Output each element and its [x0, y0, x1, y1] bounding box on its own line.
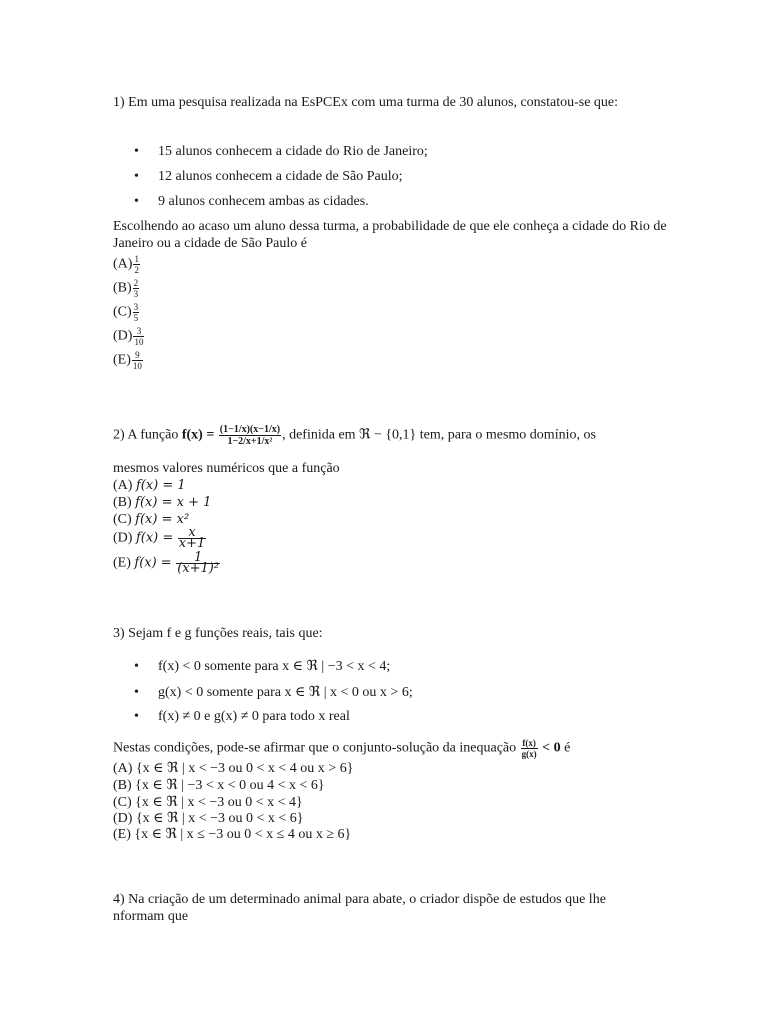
q2-option-d: (D) f(x) = $\frac{x}{x+1}$: [113, 525, 206, 551]
q2-option-c: (C) f(x) = x²: [113, 512, 190, 527]
q4-line1: 4) Na criação de um determinado animal para abate, o criador dispõe de estudos que lhe: [113, 892, 606, 907]
q3-option-a: (A) {x ∈ ℜ | x < −3 ou 0 < x < 4 ou x > 6}: [113, 761, 354, 776]
q3-intro: 3) Sejam f e g funções reais, tais que:: [113, 626, 323, 641]
q1-bullet-2: • 12 alunos conhecem a cidade de São Paulo;: [134, 168, 403, 185]
q1-option-e: (E) $\frac{9}{10}$: [113, 350, 142, 371]
q1-option-a: (A) $\frac{1}{2}$: [113, 254, 139, 275]
q3-bullet-3: • f(x) ≠ 0 e g(x) ≠ 0 para todo x real: [134, 708, 350, 725]
q3-option-c: (C) {x ∈ ℜ | x < −3 ou 0 < x < 4}: [113, 795, 303, 810]
q3-option-e: (E) {x ∈ ℜ | x ≤ −3 ou 0 < x ≤ 4 ou x ≥ 6}: [113, 827, 352, 842]
q3-bullet-1: • f(x) < 0 somente para x ∈ ℜ | −3 < x < 4;: [134, 658, 390, 675]
q2-option-e: (E) f(x) = $\frac{1}{\text{(x+1)²}}$: [113, 550, 220, 576]
q1-option-d: (D) $\frac{3}{10}$: [113, 326, 144, 347]
q1-bullet-3: • 9 alunos conhecem ambas as cidades.: [134, 193, 369, 210]
q1-option-c: (C) $\frac{3}{5}$: [113, 302, 139, 323]
q3-bullet-2: • g(x) < 0 somente para x ∈ ℜ | x < 0 ou x > 6;: [134, 684, 413, 701]
q3-option-b: (B) {x ∈ ℜ | −3 < x < 0 ou 4 < x < 6}: [113, 778, 325, 793]
q1-bullet-1: • 15 alunos conhecem a cidade do Rio de Janeiro;: [134, 143, 428, 160]
q2-option-b: (B) f(x) = x + 1: [113, 495, 212, 510]
q1-option-b: (B) $\frac{2}{3}$: [113, 278, 139, 299]
q3-option-d: (D) {x ∈ ℜ | x < −3 ou 0 < x < 6}: [113, 811, 304, 826]
q2-option-a: (A) f(x) = 1: [113, 478, 186, 493]
q2-statement: 2) A função f(x) = $\frac{(1-1/x)(x-1/x)}{\text{1−2/x+1/x²}}$ , definida em ℜ − {0,1} tem, para o mesmo domínio, os: [113, 424, 596, 447]
q2-line2: mesmos valores numéricos que a função: [113, 461, 340, 476]
q4-line2: nformam que: [113, 909, 189, 924]
q3-question: Nestas condições, pode-se afirmar que o conjunto-solução da inequação $\frac{f(x)}{g(x)}$ < 0 é: [113, 738, 571, 759]
q1-intro: 1) Em uma pesquisa realizada na EsPCEx com uma turma de 30 alunos, constatou-se que:: [113, 95, 619, 110]
q1-question: Escolhendo ao acaso um aluno dessa turma, a probabilidade de que ele conheça a cidade do Rio de Janeiro ou a cidade de São Paulo é: [113, 219, 667, 251]
